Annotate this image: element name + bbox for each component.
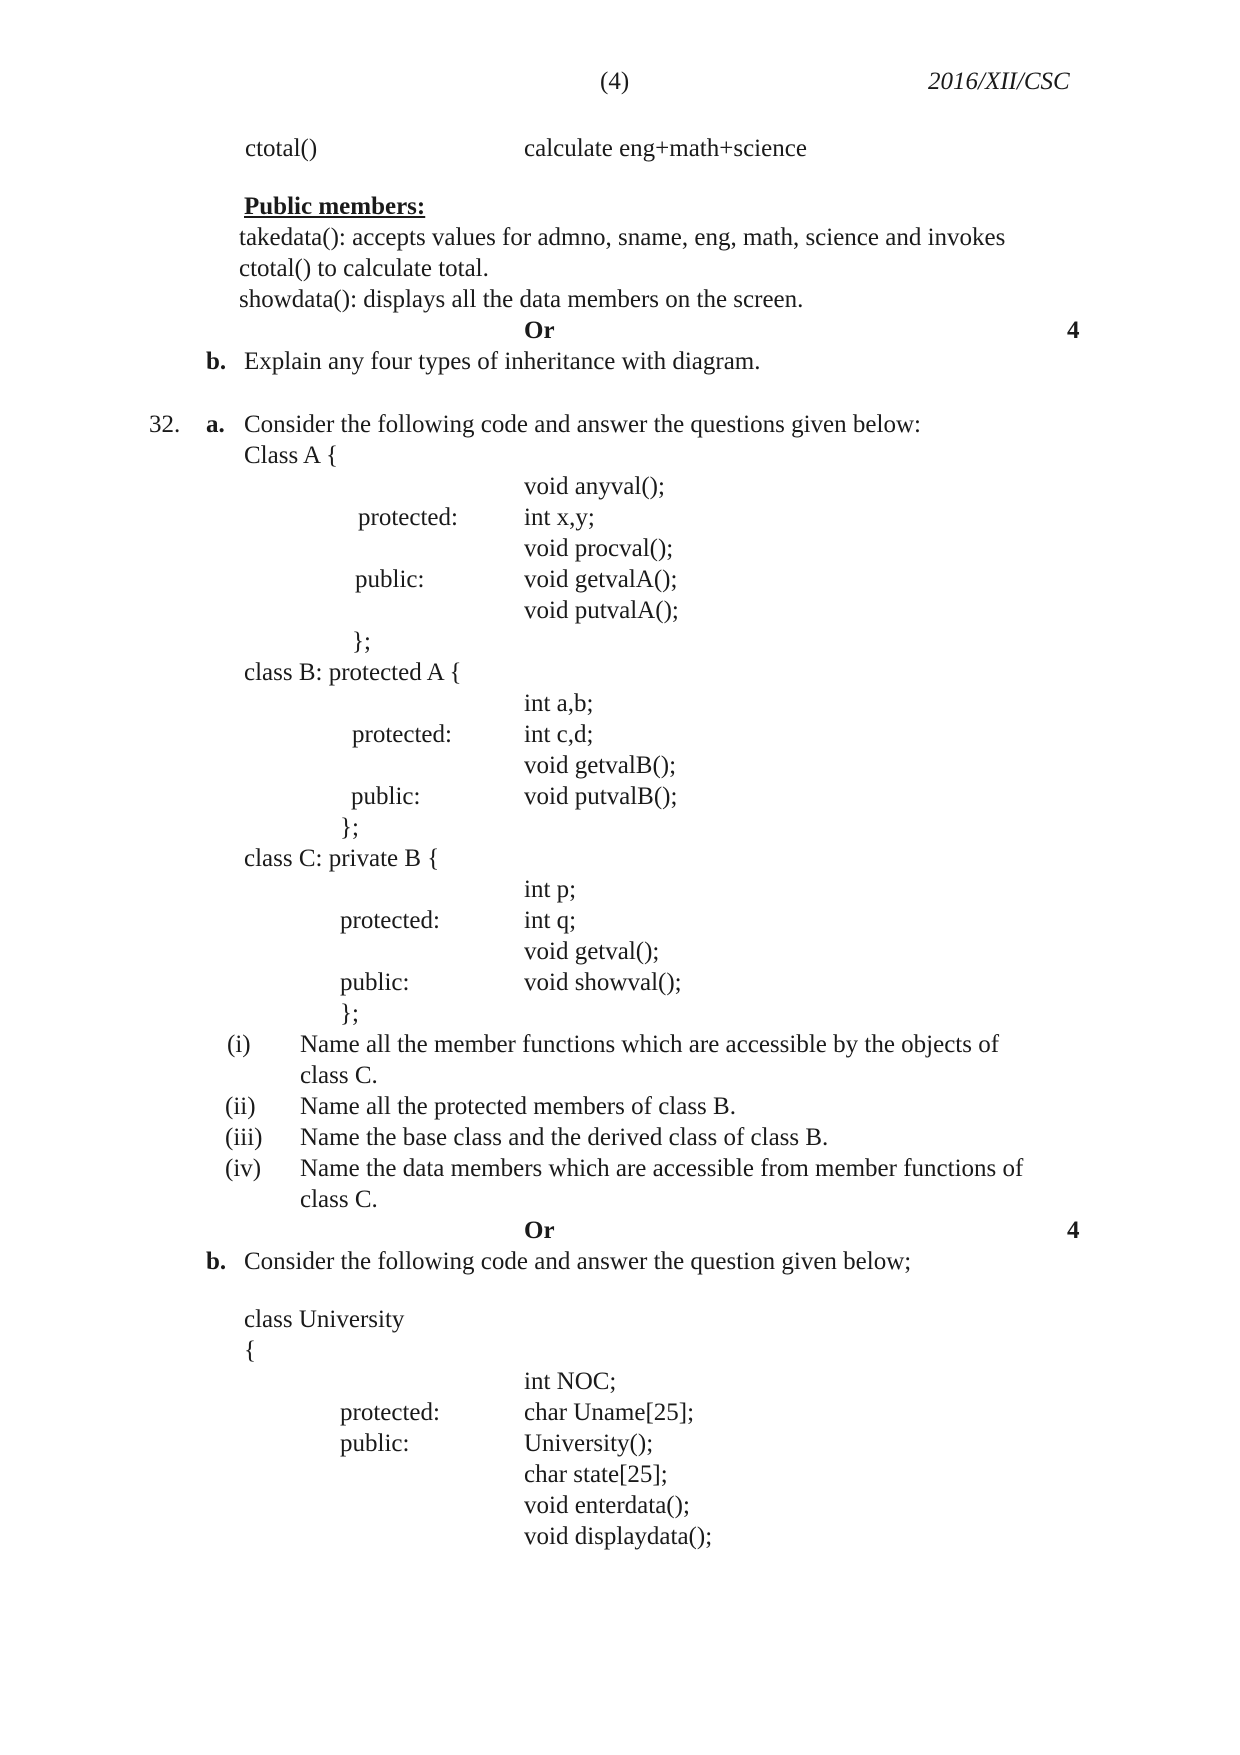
code-line: class B: protected A { (244, 659, 462, 686)
code-line: int NOC; (524, 1368, 617, 1395)
code-line: void putvalA(); (524, 597, 679, 624)
public-members-line: showdata(): displays all the data members on the screen. (239, 286, 804, 313)
code-line: int q; (524, 907, 577, 934)
page-number: (4) (600, 68, 630, 95)
code-line: }; (352, 628, 371, 655)
public-members-line: ctotal() to calculate total. (239, 255, 489, 282)
subquestion-text: class C. (300, 1186, 378, 1213)
code-line: int x,y; (524, 504, 595, 531)
marks: 4 (1067, 317, 1080, 344)
question-text: Explain any four types of inheritance with diagram. (244, 348, 761, 375)
access-specifier: public: (351, 783, 421, 810)
code-line: void displaydata(); (524, 1523, 713, 1550)
or-separator: Or (524, 1217, 555, 1244)
question-text: Consider the following code and answer the question given below; (244, 1248, 912, 1275)
subquestion-number: (iv) (225, 1155, 262, 1182)
question-number: 32. (149, 411, 181, 438)
code-line: char state[25]; (524, 1461, 668, 1488)
access-specifier: protected: (340, 1399, 440, 1426)
code-line: void getvalA(); (524, 566, 678, 593)
code-line: void getvalB(); (524, 752, 677, 779)
code-line: void getval(); (524, 938, 660, 965)
code-line: void showval(); (524, 969, 682, 996)
access-specifier: public: (355, 566, 425, 593)
code-line: class C: private B { (244, 845, 440, 872)
code-line: Class A { (244, 442, 338, 469)
access-specifier: protected: (340, 907, 440, 934)
access-specifier: public: (340, 969, 410, 996)
question-label: a. (206, 411, 225, 438)
subquestion-number: (ii) (225, 1093, 256, 1120)
subquestion-text: Name the base class and the derived class of class B. (300, 1124, 829, 1151)
code-line: void enterdata(); (524, 1492, 690, 1519)
code-line: int p; (524, 876, 577, 903)
subquestion-text: Name all the member functions which are accessible by the objects of (300, 1031, 1000, 1058)
access-specifier: protected: (358, 504, 458, 531)
marks: 4 (1067, 1217, 1080, 1244)
code-line: { (244, 1337, 256, 1364)
access-specifier: public: (340, 1430, 410, 1457)
ctotal-name: ctotal() (245, 135, 318, 162)
code-line: void anyval(); (524, 473, 665, 500)
code-line: void procval(); (524, 535, 674, 562)
public-members-line: takedata(): accepts values for admno, sname, eng, math, science and invokes (239, 224, 1006, 251)
subquestion-text: class C. (300, 1062, 378, 1089)
subquestion-text: Name the data members which are accessible from member functions of (300, 1155, 1024, 1182)
question-label: b. (206, 348, 227, 375)
public-members-heading: Public members: (244, 193, 426, 220)
ctotal-desc: calculate eng+math+science (524, 135, 807, 162)
subquestion-number: (iii) (225, 1124, 263, 1151)
access-specifier: protected: (352, 721, 452, 748)
code-line: }; (340, 814, 359, 841)
code-line: int a,b; (524, 690, 594, 717)
code-line: }; (340, 1000, 359, 1027)
code-line: class University (244, 1306, 405, 1333)
code-line: void putvalB(); (524, 783, 678, 810)
code-line: char Uname[25]; (524, 1399, 695, 1426)
code-line: University(); (524, 1430, 654, 1457)
subquestion-text: Name all the protected members of class B. (300, 1093, 736, 1120)
code-line: int c,d; (524, 721, 594, 748)
question-label: b. (206, 1248, 227, 1275)
paper-code: 2016/XII/CSC (928, 68, 1070, 95)
subquestion-number: (i) (227, 1031, 251, 1058)
or-separator: Or (524, 317, 555, 344)
question-text: Consider the following code and answer the questions given below: (244, 411, 921, 438)
